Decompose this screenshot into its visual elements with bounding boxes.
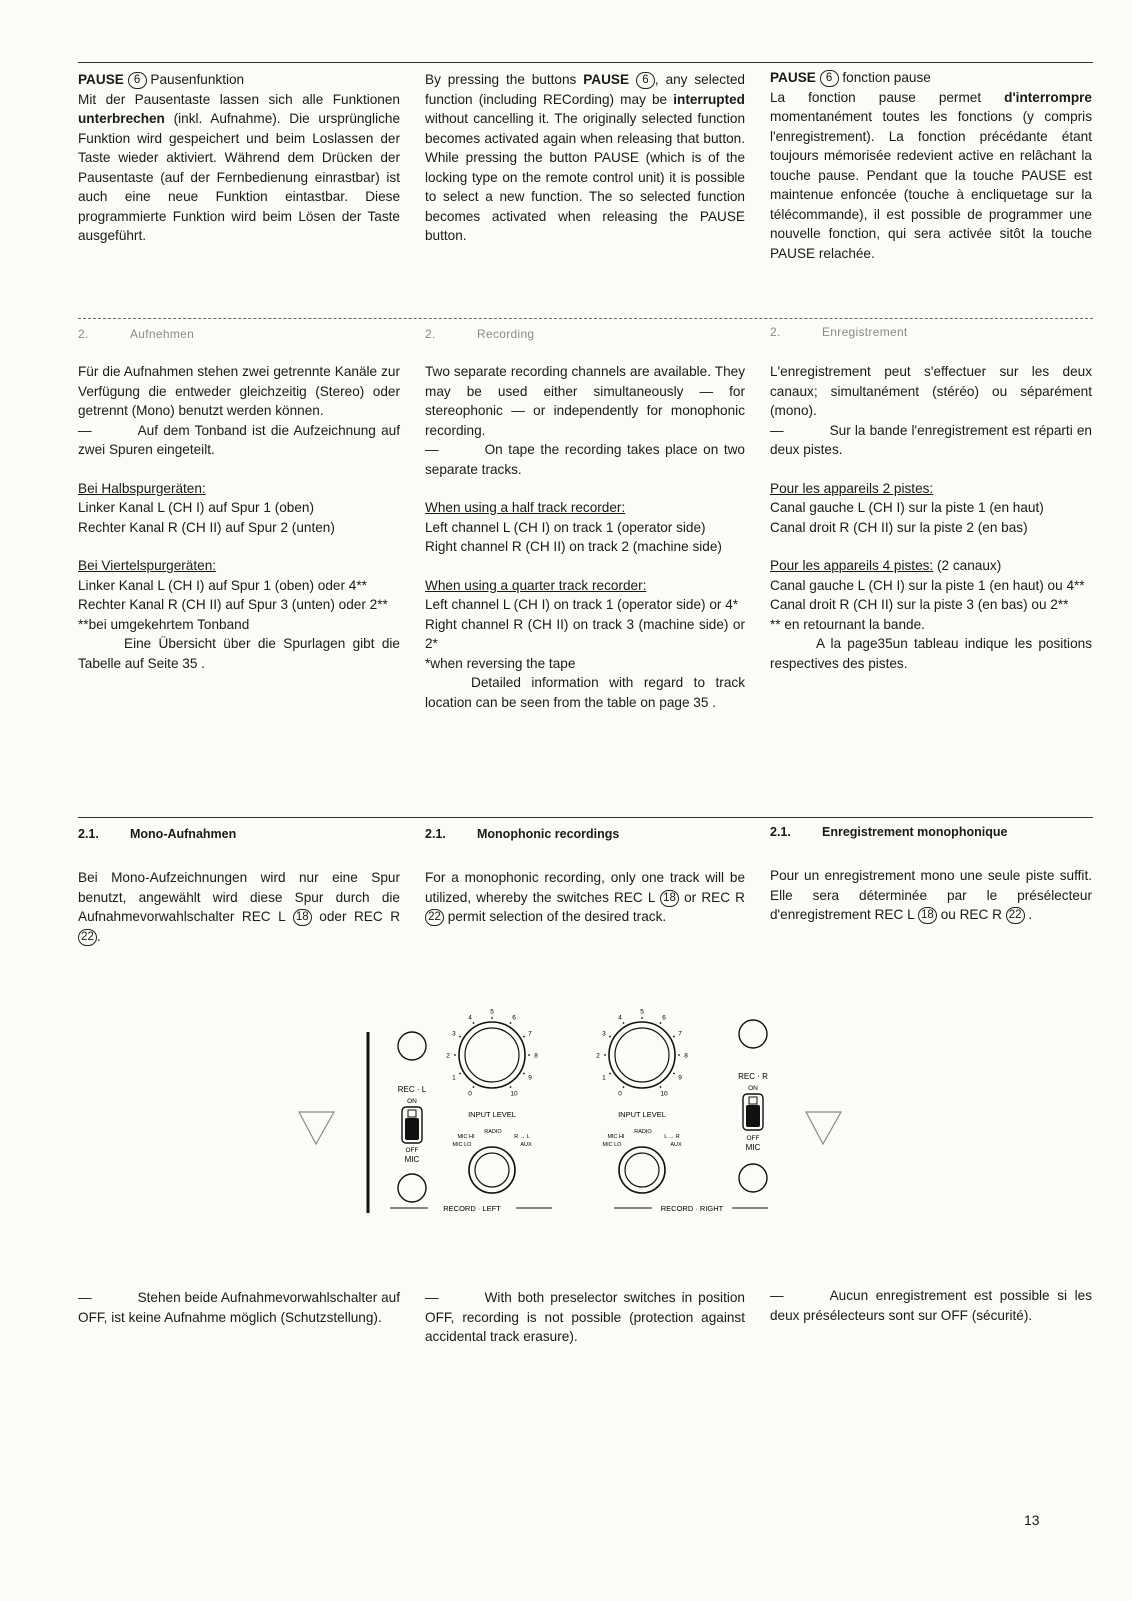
selector-mic-hi-label: MIC HI [457,1134,475,1140]
source-selector-l-knob-icon [469,1147,515,1193]
subhead: When using a half track recorder: [425,500,626,515]
track-line: Canal droit R (CH II) sur la piste 2 (en bas) [770,519,1028,535]
pause-heading: PAUSE [583,72,630,87]
dial-tick-dot [660,1086,662,1088]
dial-tick-label: 5 [490,1008,494,1016]
selector-radio-label: RADIO [484,1129,502,1135]
dial-tick-dot [623,1022,625,1024]
footnote: ** en retournant la bande. [770,616,925,632]
section-number: 2.1. [425,827,446,841]
dial-tick-dot [673,1073,675,1075]
dial-tick-label: 5 [640,1008,644,1016]
section-title: Mono-Aufnahmen [130,827,237,841]
section-title: Monophonic recordings [477,827,620,841]
on-label: ON [748,1085,758,1092]
paragraph: Auf dem Tonband ist die Aufzeichnung auf zwei Spuren eingeteilt. [78,422,400,457]
pause-heading: PAUSE [770,70,816,85]
section-title: Recording [477,327,535,341]
paragraph: or REC R [684,889,745,905]
section-number: 2. [770,325,781,339]
source-selector-r-knob-icon [619,1147,665,1193]
dial-tick-label: 4 [468,1014,472,1022]
dial-tick-dot [510,1086,512,1088]
track-line: Right channel R (CH II) on track 2 (machine side) [425,539,722,554]
rec-l-ref: 18 [660,890,679,907]
mic-label: MIC [745,1143,761,1152]
section-title: Aufnehmen [130,327,195,341]
dash: — [425,1290,439,1305]
dial-tick-dot [678,1054,680,1056]
footnote: *when reversing the tape [425,655,576,671]
dial-tick-label: 8 [534,1052,538,1060]
track-line: Left channel L (CH I) on track 1 (operator side) [425,519,706,535]
paragraph: L'enregistrement peut s'effectuer sur les deux canaux; simultanément (stéréo) ou séparément (mono). [770,364,1092,418]
dial-tick-label: 0 [468,1090,472,1098]
selector-mic-lo-label: MIC LO [602,1142,622,1148]
track-line: Left channel L (CH I) on track 1 (operator side) or 4* [425,597,739,612]
subhead: Bei Viertelspurgeräten: [78,558,217,573]
section-number: 2.1. [78,827,99,841]
section-title: Enregistrement monophonique [822,825,1008,839]
track-line: Linker Kanal L (CH I) auf Spur 1 (oben) [78,500,314,515]
paragraph: . [1028,907,1033,922]
track-line: Canal gauche L (CH I) sur la piste 1 (en haut) [770,500,1044,515]
table-reference: Eine Übersicht über die Spurlagen gibt die Tabelle auf Seite 35 . [78,636,400,671]
pause-button-ref: 6 [636,72,655,89]
pause-text: By pressing the buttons [425,72,577,87]
track-line: Rechter Kanal R (CH II) auf Spur 3 (unten) oder 2** [78,597,388,612]
dash: — [78,422,92,438]
dial-tick-dot [491,1017,493,1019]
selector-mic-lo-label: MIC LO [452,1142,472,1148]
selector-mic-hi-label: MIC HI [607,1134,625,1140]
rec-r-lamp-icon [739,1020,767,1048]
section-number: 2. [425,327,436,341]
rec-r-ref: 22 [425,909,444,926]
rec-l-lamp-icon [398,1032,426,1060]
dash: — [425,442,439,457]
dial-tick-dot [459,1036,461,1038]
selector-route-label: R → L [514,1134,530,1140]
paragraph: With both preselector switches in position OFF, recording is not possible (protection against accidental track erasure). [425,1290,745,1344]
selector-radio-label: RADIO [634,1129,652,1135]
dial-tick-label: 9 [528,1074,532,1082]
dial-tick-dot [473,1022,475,1024]
dash: — [78,1290,92,1305]
dial-tick-label: 8 [684,1052,688,1060]
paragraph: Two separate recording channels are available. They may be used either simultaneously — for stereophonic — or independently for monophonic recording. [425,364,745,438]
triangle-left-icon [299,1112,334,1144]
dial-tick-label: 6 [662,1014,666,1022]
paragraph: Für die Aufnahmen stehen zwei getrennte Kanäle zur Verfügung die entweder gleichzeitig (Stereo) oder getrennt (Mono) benutzt werden können. [78,364,400,418]
pause-bold: d'interrompre [1004,89,1092,105]
dial-tick-label: 4 [618,1014,622,1022]
pause-button-ref: 6 [128,72,147,89]
section-number: 2.1. [770,825,791,839]
dial-tick-dot [609,1073,611,1075]
dial-tick-label: 2 [596,1052,600,1060]
paragraph: permit selection of the desired track. [447,909,667,924]
subhead-extra: (2 canaux) [937,558,1002,573]
track-line: Canal droit R (CH II) sur la piste 3 (en bas) ou 2** [770,597,1069,612]
dial-tick-dot [459,1073,461,1075]
mic-l-jack-icon [398,1174,426,1202]
pause-bold: unterbrechen [78,111,165,126]
pause-text: , any selected function (including RECording) may be [425,72,745,107]
dial-tick-dot [523,1036,525,1038]
rec-l-toggle-icon [402,1107,422,1143]
note-fr [770,1286,1092,1325]
pause-heading: PAUSE [78,72,124,87]
track-line: Canal gauche L (CH I) sur la piste 1 (en haut) ou 4** [770,577,1085,593]
dial-tick-label: 6 [512,1014,516,1022]
rec-r-toggle-icon [743,1094,763,1130]
on-label: ON [407,1098,417,1105]
track-line: Linker Kanal L (CH I) auf Spur 1 (oben) oder 4** [78,577,367,593]
dial-tick-dot [604,1054,606,1056]
pause-text: Mit der Pausentaste lassen sich alle Funktionen [78,91,400,107]
dial-tick-label: 1 [602,1074,606,1082]
dial-tick-dot [454,1054,456,1056]
track-line: Right channel R (CH II) on track 3 (machine side) or 2* [425,616,745,651]
dial-tick-label: 10 [660,1090,668,1098]
dial-tick-label: 0 [618,1090,622,1098]
track-line: Rechter Kanal R (CH II) auf Spur 2 (unten) [78,519,335,535]
table-reference: Detailed information with regard to track location can be seen from the table on page 35 . [425,675,745,710]
selector-aux-label: AUX [520,1142,532,1148]
dial-tick-label: 3 [452,1030,456,1038]
pause-title: Pausenfunktion [150,72,245,87]
dial-tick-dot [623,1086,625,1088]
paragraph: Pour un enregistrement mono une seule piste suffit. Elle sera déterminée par le présélecteur d'enregistrement REC L [770,868,1092,922]
paragraph: Stehen beide Aufnahmevorwahlschalter auf OFF, ist keine Aufnahme möglich (Schutzstellung). [78,1290,400,1325]
dial-tick-label: 7 [678,1030,682,1038]
dial-tick-dot [523,1073,525,1075]
dial-tick-label: 1 [452,1074,456,1082]
off-label: OFF [405,1147,419,1154]
paragraph: On tape the recording takes place on two separate tracks. [425,442,745,477]
off-label: OFF [746,1135,760,1142]
paragraph: . [97,928,101,944]
dash: — [770,422,784,438]
dial-tick-dot [528,1054,530,1056]
note-en [425,1288,745,1347]
paragraph: Sur la bande l'enregistrement est réparti en deux pistes. [770,422,1092,457]
dial-tick-label: 10 [510,1090,518,1098]
section-number: 2. [78,327,89,341]
dash: — [770,1288,784,1303]
rec-l-ref: 18 [293,909,312,926]
dial-tick-dot [510,1022,512,1024]
triangle-right-icon [806,1112,841,1144]
subhead: Pour les appareils 2 pistes: [770,480,934,496]
page-number: 13 [1024,1512,1040,1528]
rec-r-ref: 22 [1006,907,1025,924]
pause-text: (inkl. Aufnahme). Die ursprüngliche Funktion wird gespeichert und beim Loslassen der Taste wieder aktiviert. Während dem Drücken der Pausentaste (auf der Fernbedienung einrastbar) ist auch eine neue Funktion eintastbar. Diese programmierte Funktion wird beim Lösen der Taste ausgeführt. [78,111,401,243]
paragraph: ou REC R [940,907,1002,922]
paragraph: For a monophonic recording, only one track will be utilized, whereby the switches REC L [425,870,745,905]
paragraph: Aucun enregistrement est possible si les deux présélecteurs sont sur OFF (sécurité). [770,1288,1092,1323]
pause-text: without cancelling it. The originally selected function becomes activated again when releasing that button. While pressing the button PAUSE (which is of the locking type on the remote control unit) it is possible to select a new function. The so selected function becomes activated when releasing the PAUSE button. [425,111,745,243]
mic-r-jack-icon [739,1164,767,1192]
dial-tick-dot [609,1036,611,1038]
pause-bold: interrupted [673,91,745,107]
section-title: Enregistrement [822,325,908,339]
pause-text: momentanément toutes les fonctions (y compris l'enregistrement). La fonction précédante étant toujours mémorisée redevient active en relâchant la touche pause. Pendant que la touche PAUSE est maintenue enfoncée (touche à encliquetage sur la télécommande), il est possible de programmer une nouvelle fonction, qui sera activée sitôt la touche PAUSE relachée. [770,109,1092,261]
pause-title: fonction pause [842,70,931,85]
rec-l-label: REC · L [397,1085,427,1094]
subhead: When using a quarter track recorder: [425,577,647,593]
pause-button-ref: 6 [820,70,839,87]
subhead: Pour les appareils 4 pistes: [770,558,934,573]
input-level-r-label: INPUT LEVEL [618,1110,666,1119]
record-right-label: RECORD · RIGHT [660,1204,724,1213]
input-level-l-knob-icon [459,1022,525,1088]
record-left-label: RECORD · LEFT [443,1204,501,1213]
paragraph: oder REC R [319,909,401,924]
table-reference: A la page35un tableau indique les positions respectives des pistes. [770,636,1092,671]
dial-tick-label: 2 [446,1052,450,1060]
dial-tick-label: 9 [678,1074,682,1082]
footnote: **bei umgekehrtem Tonband [78,616,250,632]
dial-tick-label: 3 [602,1030,606,1038]
dial-tick-dot [660,1022,662,1024]
dial-tick-dot [673,1036,675,1038]
rec-r-label: REC · R [738,1072,768,1081]
paragraph: Bei Mono-Aufzeichnungen wird nur eine Spur benutzt, angewählt wird diese Spur durch die Aufnahmevorwahlschalter REC L [78,870,400,924]
note-de [78,1288,400,1327]
subhead: Bei Halbspurgeräten: [78,480,206,496]
rec-l-ref: 18 [918,907,937,924]
dial-tick-dot [641,1017,643,1019]
dial-tick-label: 7 [528,1030,532,1038]
mic-label: MIC [404,1155,420,1164]
dial-tick-dot [473,1086,475,1088]
selector-aux-label: AUX [670,1142,682,1148]
pause-text: La fonction pause permet [770,89,982,105]
rec-r-ref: 22 [78,929,97,946]
input-level-r-knob-icon [609,1022,675,1088]
input-level-l-label: INPUT LEVEL [468,1110,516,1119]
selector-route-label: L → R [664,1134,680,1140]
